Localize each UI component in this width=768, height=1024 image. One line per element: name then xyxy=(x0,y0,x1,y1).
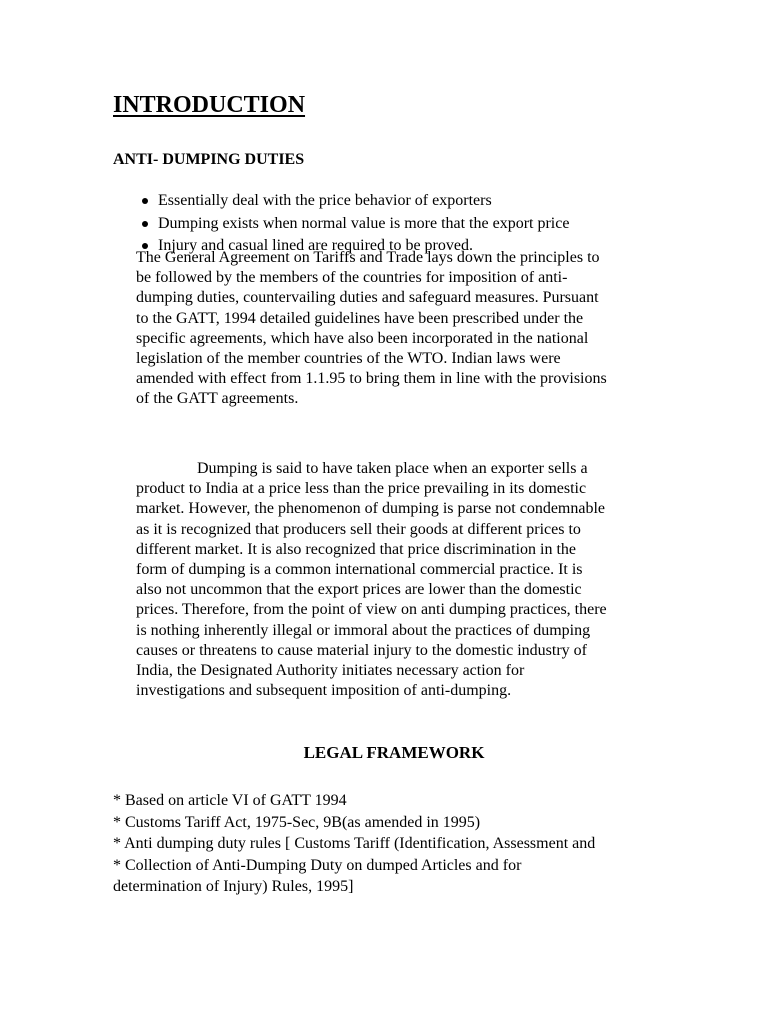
legal-framework-heading: LEGAL FRAMEWORK xyxy=(303,743,485,762)
legal-framework-list xyxy=(113,790,595,898)
text-line: as it is recognized that producers sell their goods at different prices to xyxy=(136,520,581,538)
text-line: is nothing inherently illegal or immoral about the practices of dumping xyxy=(136,621,591,639)
page-title: INTRODUCTION xyxy=(113,92,306,118)
text-line: Dumping is said to have taken place when an exporter sells a xyxy=(197,460,588,477)
text-line: product to India at a price less than the price prevailing in its domestic xyxy=(136,480,587,498)
text-line: The General Agreement on Tariffs and Trade lays down the principles to xyxy=(136,249,600,266)
list-item: * Anti dumping duty rules [ Customs Tariff (Identification, Assessment and xyxy=(113,835,596,852)
list-item: Injury and casual lined are required to be proved. xyxy=(136,235,569,258)
text-line: form of dumping is a common international commercial practice. It is xyxy=(136,561,583,579)
list-item: * Customs Tariff Act, 1975-Sec, 9B(as amended in 1995) xyxy=(113,813,481,831)
text-line: to the GATT, 1994 detailed guidelines have been prescribed under the xyxy=(136,309,584,327)
text-line: of the GATT agreements. xyxy=(136,390,299,408)
text-line: be followed by the members of the countries for imposition of anti- xyxy=(136,269,568,287)
list-item: * Based on article VI of GATT 1994 xyxy=(113,792,347,809)
text-line: amended with effect from 1.1.95 to bring them in line with the provisions xyxy=(136,370,607,388)
text-line: India, the Designated Authority initiates necessary action for xyxy=(136,662,525,680)
text-line: dumping duties, countervailing duties and safeguard measures. Pursuant xyxy=(136,289,599,307)
list-item: Essentially deal with the price behavior of exporters xyxy=(136,190,569,213)
list-item: * Collection of Anti-Dumping Duty on dumped Articles and for xyxy=(113,856,522,874)
list-item: determination of Injury) Rules, 1995] xyxy=(113,878,354,895)
section-subtitle: ANTI- DUMPING DUTIES xyxy=(113,151,305,168)
paragraph-gatt xyxy=(136,248,668,410)
text-line: different market. It is also recognized that price discrimination in the xyxy=(136,540,576,558)
text-line: specific agreements, which have also been incorporated in the national xyxy=(136,329,589,347)
text-line: prices. Therefore, from the point of view on anti dumping practices, there xyxy=(136,601,607,619)
text-line: legislation of the member countries of the WTO. Indian laws were xyxy=(136,350,561,368)
paragraph-dumping xyxy=(136,459,668,701)
text-line: investigations and subsequent imposition of anti-dumping. xyxy=(136,682,512,700)
text-line: also not uncommon that the export prices are lower than the domestic xyxy=(136,581,582,599)
text-line: causes or threatens to cause material injury to the domestic industry of xyxy=(136,641,587,659)
text-line: market. However, the phenomenon of dumping is parse not condemnable xyxy=(136,500,606,518)
list-item: Dumping exists when normal value is more that the export price xyxy=(136,213,569,236)
